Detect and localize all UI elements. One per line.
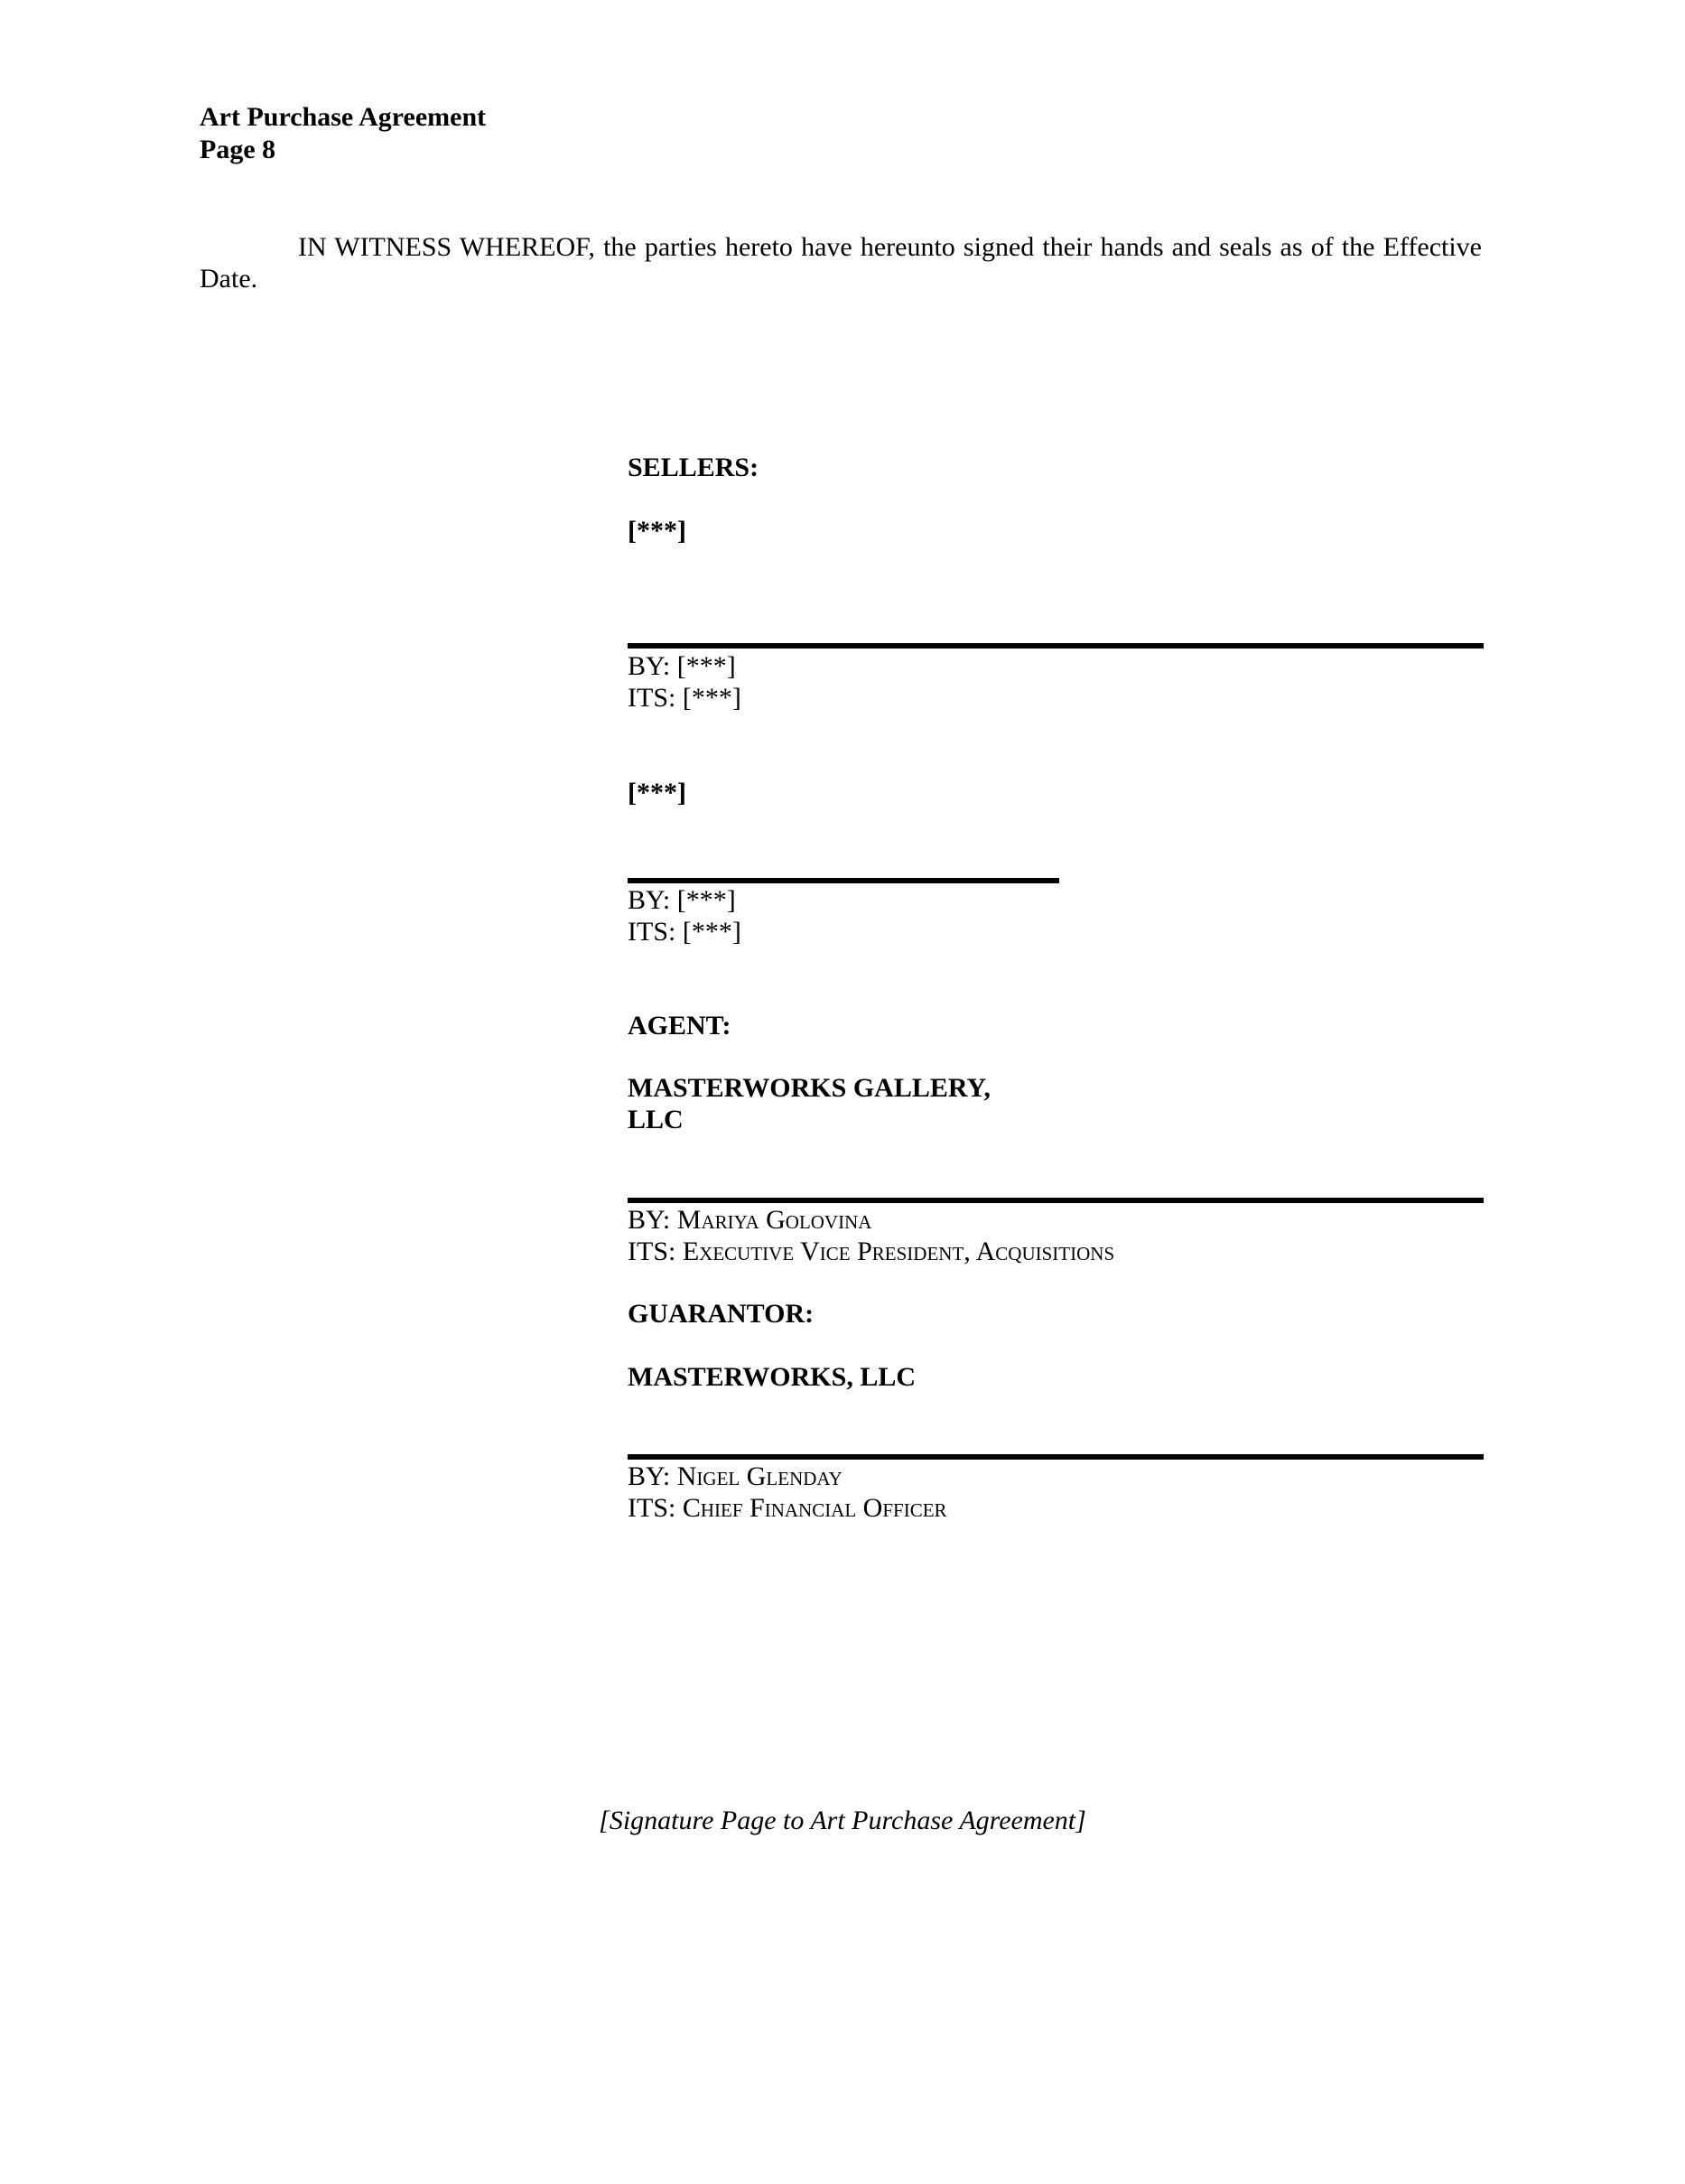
guarantor-heading: GUARANTOR: (628, 1299, 815, 1329)
seller1-name: [***] (628, 516, 686, 546)
page-header (200, 101, 486, 166)
seller1-its: ITS: [***] (628, 683, 741, 713)
page-number: Page 8 (200, 135, 276, 164)
guarantor-name: MASTERWORKS, LLC (628, 1362, 916, 1392)
seller1-by: BY: [***] (628, 651, 736, 681)
agent-signature-line (628, 1198, 1484, 1203)
agent-by-label: BY: (628, 1205, 677, 1235)
seller2-by: BY: [***] (628, 885, 736, 915)
seller2-its: ITS: [***] (628, 917, 741, 947)
guarantor-its (628, 1492, 947, 1524)
agent-by-name: Mariya Golovina (676, 1205, 872, 1235)
sellers-heading: SELLERS: (628, 453, 759, 482)
guarantor-by-name: Nigel Glenday (676, 1461, 842, 1491)
guarantor-its-title: Chief Financial Officer (682, 1493, 947, 1523)
guarantor-by (628, 1461, 842, 1492)
guarantor-its-label: ITS: (628, 1493, 683, 1523)
witness-paragraph: IN WITNESS WHEREOF, the parties hereto have hereunto signed their hands and seals as of the Effective Date. (200, 232, 1482, 294)
guarantor-by-label: BY: (628, 1461, 677, 1491)
seller2-signature-line (628, 878, 1059, 883)
agent-name-line2: LLC (628, 1105, 684, 1134)
agent-its-title: Executive Vice President, Acquisitions (682, 1237, 1115, 1266)
document-title: Art Purchase Agreement (200, 102, 487, 132)
agent-its-label: ITS: (628, 1237, 683, 1266)
signature-page-footer: [Signature Page to Art Purchase Agreement] (599, 1806, 1086, 1835)
guarantor-signature-line (628, 1454, 1484, 1460)
agent-its (628, 1236, 1114, 1267)
agent-name-line1: MASTERWORKS GALLERY, (628, 1073, 991, 1103)
seller2-name: [***] (628, 778, 686, 807)
seller1-signature-line (628, 643, 1484, 649)
agent-by (628, 1204, 871, 1236)
agent-heading: AGENT: (628, 1011, 731, 1041)
